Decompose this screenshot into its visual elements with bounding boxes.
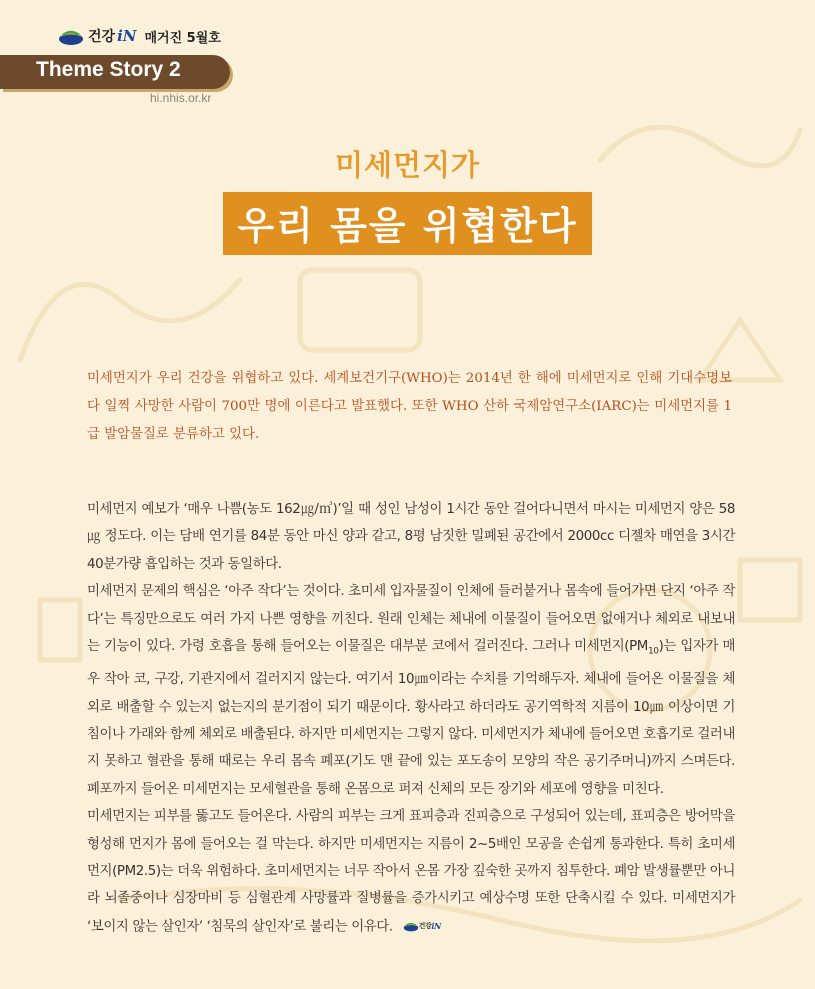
- title-line-2: 우리 몸을 위협한다: [223, 192, 591, 255]
- brand: [58, 26, 221, 46]
- header: [0, 0, 815, 110]
- body-paragraph-2-pre: 미세먼지 문제의 핵심은 ‘아주 작다’는 것이다. 초미세 입자물질이 인체에 들러붙거나 몸속에 들어가면 단지 ‘아주 작다’는 특징만으로도 여러 가지 나쁜 영향을 끼친다. 원래 인체는 체내에 이물질이 들어오면 없애거나 체외로 내보내는 기능이 있다. 가령 호흡을 통해 들어오는 이물질은 대부분 코에서 걸러진다. 그러나 미세먼지(PM: [87, 584, 735, 655]
- body-paragraph-2-post: )는 입자가 매우 작아 코, 구강, 기관지에서 걸러지지 않는다. 여기서 10㎛이라는 수치를 기억해두자. 체내에 들어온 이물질을 체외로 배출할 수 있는지 없는지의 분기점이 되기 때문이다. 황사라고 하더라도 공기역학적 지름이 10㎛ 이상이면 기침이나 가래와 함께 체외로 배출된다. 하지만 미세먼지는 그렇지 않다. 미세먼지가 체내에 들어오면 호흡기로 걸러내지 못하고 혈관을 통해 때로는 우리 몸속 폐포(기도 맨 끝에 있는 포도송이 모양의 작은 공기주머니)까지 스며든다. 폐포까지 들어온 미세먼지는 모세혈관을 통해 온몸으로 퍼져 신체의 모든 장기와 세포에 영향을 미친다.: [87, 639, 736, 797]
- issue-label: 매거진 5월호: [144, 30, 221, 46]
- body-paragraph-1: 미세먼지 예보가 ‘매우 나쁨(농도 162㎍/㎥)’일 때 성인 남성이 1시간 동안 걸어다니면서 마시는 미세먼지 양은 58㎍ 정도다. 이는 담배 연기를 84분 동안 마신 양과 같고, 8평 남짓한 밀폐된 공간에서 2000cc 디젤차 매연을 3시간 40분가량 흡입하는 것과 동일하다.: [87, 502, 735, 572]
- end-mark-logo-icon: [403, 920, 419, 932]
- brand-in: iN: [117, 27, 137, 45]
- end-mark: [403, 913, 441, 940]
- body-paragraph-2: [87, 578, 735, 803]
- theme-story-banner: [0, 55, 230, 89]
- body-paragraph-3-text: 미세먼지는 피부를 뚫고도 들어온다. 사람의 피부는 크게 표피층과 진피층으로 구성되어 있는데, 표피층은 방어막을 형성해 먼지가 몸에 들어오는 걸 막는다. 하지만 미세먼지는 지름이 2~5배인 모공을 손쉽게 통과한다. 특히 초미세먼지(PM2.5)는 더욱 위험하다. 초미세먼지는 너무 작아서 온몸 가장 깊숙한 곳까지 침투한다. 폐암 발생률뿐만 아니라 뇌졸중이나 심장마비 등 심혈관계 사망률과 질병률을 증가시키고 예상수명 또한 단축시킬 수 있다. 미세먼지가 ‘보이지 않는 살인자’ ‘침묵의 살인자’로 불리는 이유다.: [87, 809, 735, 935]
- theme-story-label: Theme Story 2: [36, 58, 181, 81]
- body-paragraph-3: [87, 803, 735, 941]
- site-url: hi.nhis.or.kr: [150, 91, 212, 105]
- article-body: [87, 496, 735, 941]
- brand-logo-icon: [58, 26, 84, 46]
- title-line-2-wrap: [0, 192, 815, 255]
- lead-paragraph: 미세먼지가 우리 건강을 위협하고 있다. 세계보건기구(WHO)는 2014년 한 해에 미세먼지로 인해 기대수명보다 일찍 사망한 사람이 700만 명에 이른다고 발표했다. 또한 WHO 산하 국제암연구소(IARC)는 미세먼지를 1급 발암물질로 분류하고 있다.: [87, 371, 732, 442]
- title-line-1: 미세먼지가: [334, 148, 481, 182]
- end-mark-brand: 건강: [418, 921, 432, 930]
- pm-subscript: 10: [647, 646, 659, 657]
- end-mark-in: iN: [431, 920, 441, 931]
- brand-name: 건강: [88, 29, 116, 45]
